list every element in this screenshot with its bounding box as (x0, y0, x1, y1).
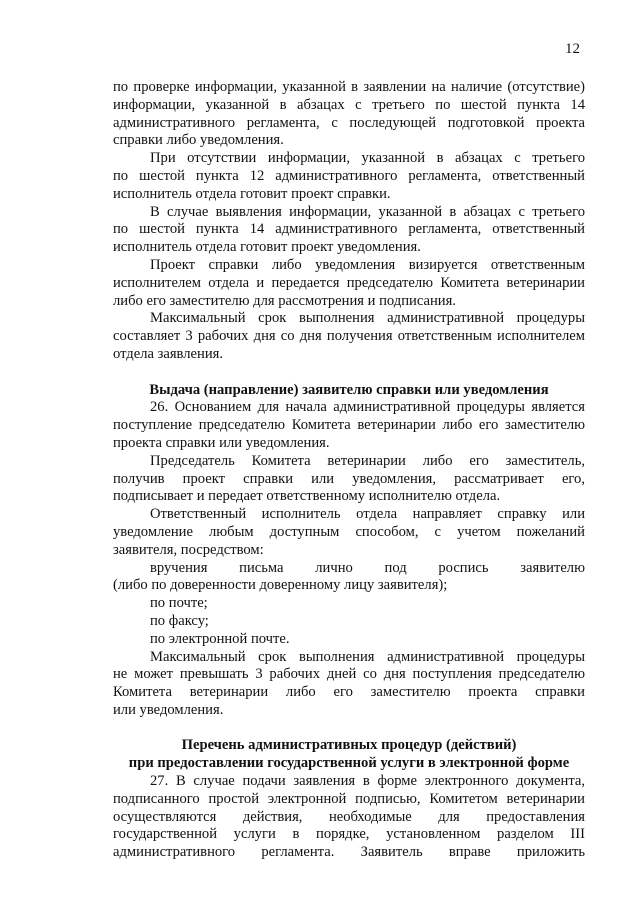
paragraph (113, 613, 585, 631)
text-line: государственной услуги в порядке, установленном разделом III (113, 826, 585, 843)
text-line: Максимальный срок выполнения административной процедуры (150, 648, 585, 665)
document-body (113, 79, 585, 862)
text-line: по шестой пункта 12 административного регламента, ответственный (113, 167, 585, 184)
text-line: по шестой пункта 14 административного регламента, ответственный (113, 221, 585, 238)
text-line: проекта справки или уведомления. (113, 434, 330, 451)
text-line: информации, указанной в абзацах с третьего по шестой пункта 14 (113, 96, 585, 113)
paragraph (113, 595, 585, 613)
text-line: по факсу; (150, 612, 209, 629)
text-line: по почте; (150, 595, 208, 612)
text-line: административного регламента. Заявитель вправе приложить (113, 844, 585, 861)
text-line: Ответственный исполнитель отдела направляет справку или (150, 506, 585, 523)
section-heading-electronic-line2: при предоставлении государственной услуги в электронной форме (128, 755, 570, 772)
text-line: исполнитель отдела готовит проект уведомления. (113, 239, 421, 256)
text-line: поступление председателю Комитета ветеринарии либо его заместителю (113, 417, 585, 434)
paragraph (113, 453, 585, 506)
text-line: получив проект справки или уведомления, рассматривает его, (113, 470, 585, 487)
paragraph (113, 204, 585, 257)
paragraph (113, 506, 585, 559)
text-line: вручения письма лично под роспись заявителю (150, 559, 585, 576)
text-line: подписанного простой электронной подписью, Комитетом ветеринарии (113, 790, 585, 807)
text-line: (либо по доверенности доверенному лицу заявителя); (113, 577, 448, 594)
text-line: В случае выявления информации, указанной в абзацах с третьего (150, 203, 585, 220)
section-heading-issuance: Выдача (направление) заявителю справки или уведомления (149, 381, 549, 398)
text-line: административного регламента, с последующей подготовкой проекта (113, 114, 585, 131)
section-issuance (113, 399, 585, 719)
paragraph (113, 560, 585, 596)
text-line: Председатель Комитета ветеринарии либо его заместитель, (150, 452, 585, 469)
section-electronic (113, 773, 585, 862)
paragraph (113, 631, 585, 649)
text-line: не может превышать 3 рабочих дней со дня поступления председателю (113, 666, 585, 683)
text-line: Максимальный срок выполнения административной процедуры (150, 310, 585, 327)
text-line: по проверке информации, указанной в заявлении на наличие (отсутствие) (113, 79, 585, 95)
text-line: исполнителем отдела и передается председателю Комитета ветеринарии (113, 274, 585, 291)
paragraph (113, 773, 585, 862)
text-line: Проект справки либо уведомления визируется ответственным (150, 256, 585, 273)
text-line: или уведомления. (113, 701, 224, 718)
text-line: осуществляются действия, необходимые для предоставления (113, 808, 585, 825)
text-line: Комитета ветеринарии либо его заместителю проекта справки (113, 684, 585, 701)
text-line: При отсутствии информации, указанной в абзацах с третьего (150, 150, 585, 167)
paragraph (113, 310, 585, 363)
text-line: составляет 3 рабочих дня со дня получения ответственным исполнителем (113, 328, 585, 345)
section-procedure-checks (113, 79, 585, 364)
text-line: подписывает и передает ответственному исполнителю отдела. (113, 488, 501, 505)
text-line: 27. В случае подачи заявления в форме электронного документа, (150, 773, 585, 790)
page-number: 12 (565, 41, 580, 57)
text-line: исполнитель отдела готовит проект справки. (113, 185, 391, 202)
section-heading-electronic-line1: Перечень административных процедур (действий) (181, 737, 517, 754)
paragraph (113, 79, 585, 150)
text-line: либо его заместителю для рассмотрения и подписания. (113, 292, 456, 309)
paragraph (113, 399, 585, 452)
paragraph (113, 257, 585, 310)
paragraph (113, 150, 585, 203)
text-line: отдела заявления. (113, 345, 223, 362)
paragraph (113, 649, 585, 720)
text-line: по электронной почте. (150, 630, 290, 647)
text-line: 26. Основанием для начала административной процедуры является (150, 399, 585, 416)
text-line: уведомление любым доступным способом, с учетом пожеланий (113, 523, 585, 540)
text-line: справки либо уведомления. (113, 132, 284, 149)
text-line: заявителя, посредством: (113, 541, 264, 558)
